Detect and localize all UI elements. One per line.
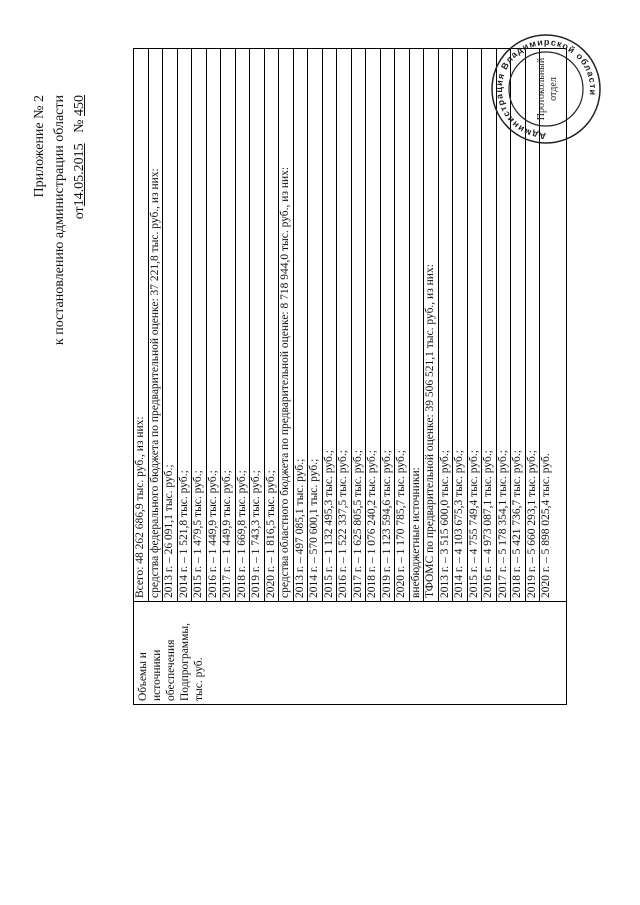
funding-row: 2018 г. – 1 669,8 тыс. руб.;	[236, 49, 251, 601]
svg-text:Администрация Владимирской обл: Администрация Владимирской области	[493, 36, 599, 142]
funding-row: 2017 г. – 1 625 805,5 тыс. руб.;	[352, 49, 367, 601]
appendix-subtitle: к постановлению администрации области	[52, 95, 67, 346]
decree-date: 14.05.2015	[72, 143, 87, 207]
funding-row: 2020 г. – 5 898 025,4 тыс. руб.	[540, 453, 552, 598]
number-label: №	[72, 119, 87, 133]
funding-label-cell: Объемы и источники обеспечения Подпрограммы, тыс. руб.	[134, 601, 566, 704]
funding-row: 2020 г. – 1 170 785,7 тыс. руб.;	[395, 49, 410, 601]
funding-row: 2019 г. – 1 123 594,6 тыс. руб.;	[381, 49, 396, 601]
funding-row: 2019 г. – 1 743,3 тыс. руб.;	[250, 49, 265, 601]
funding-row: 2016 г. – 1 449,9 тыс. руб.;	[207, 49, 222, 601]
funding-row: 2015 г. – 1 132 495,3 тыс. руб.;	[323, 49, 338, 601]
decree-number: 450	[72, 95, 87, 116]
appendix-title: Приложение № 2	[32, 95, 47, 198]
funding-row: 2019 г. – 5 660 293,1 тыс. руб.;	[526, 49, 541, 601]
funding-row: 2013 г. – 3 515 600,0 тыс. руб.;	[439, 49, 454, 601]
appendix-header	[30, 95, 90, 905]
seal-stamp	[490, 33, 602, 145]
funding-row: средства федерального бюджета по предварительной оценке: 37 221,8 тыс. руб., из них:	[149, 49, 164, 601]
funding-row: 2018 г. – 5 421 736,7 тыс. руб.;	[511, 49, 526, 601]
funding-row: 2016 г. – 4 973 087,1 тыс. руб.;	[482, 49, 497, 601]
funding-row: 2017 г. – 5 178 354,1 тыс. руб.;	[497, 49, 512, 601]
funding-row: средства областного бюджета по предварительной оценке: 8 718 944,0 тыс. руб., из них:	[279, 49, 294, 601]
appendix-date-line	[70, 95, 90, 905]
funding-row: Всего: 48 262 686,9 тыс. руб., из них:	[134, 49, 149, 601]
svg-text:отдел: отдел	[548, 77, 559, 101]
svg-text:Протокольный: Протокольный	[536, 57, 547, 121]
funding-row: 2016 г. – 1 522 337,5 тыс. руб.;	[337, 49, 352, 601]
funding-row: 2017 г. – 1 449,9 тыс. руб.;	[221, 49, 236, 601]
funding-row: 2018 г. – 1 076 240,2 тыс. руб.;	[366, 49, 381, 601]
funding-row: 2014 г. – 570 600,1 тыс. руб.;	[308, 49, 323, 601]
funding-row: 2013 г. – 497 085,1 тыс. руб.;	[294, 49, 309, 601]
funding-table	[133, 48, 567, 705]
funding-row: 2015 г. – 1 479,5 тыс. руб.;	[192, 49, 207, 601]
date-prefix: от	[72, 206, 87, 220]
funding-row: 2014 г. – 1 521,8 тыс. руб.;	[178, 49, 193, 601]
funding-row: 2015 г. – 4 755 749,4 тыс. руб.;	[468, 49, 483, 601]
funding-row: 2014 г. – 4 103 675,3 тыс. руб.;	[453, 49, 468, 601]
funding-row: 2013 г. – 26 091,1 тыс. руб.;	[163, 49, 178, 601]
funding-row: 2020 г. – 1 816,5 тыс. руб.;	[265, 49, 280, 601]
funding-row: ТФОМС по предварительной оценке: 39 506 521,1 тыс. руб., из них:	[424, 49, 439, 601]
funding-row: внебюджетные источники:	[410, 49, 425, 601]
